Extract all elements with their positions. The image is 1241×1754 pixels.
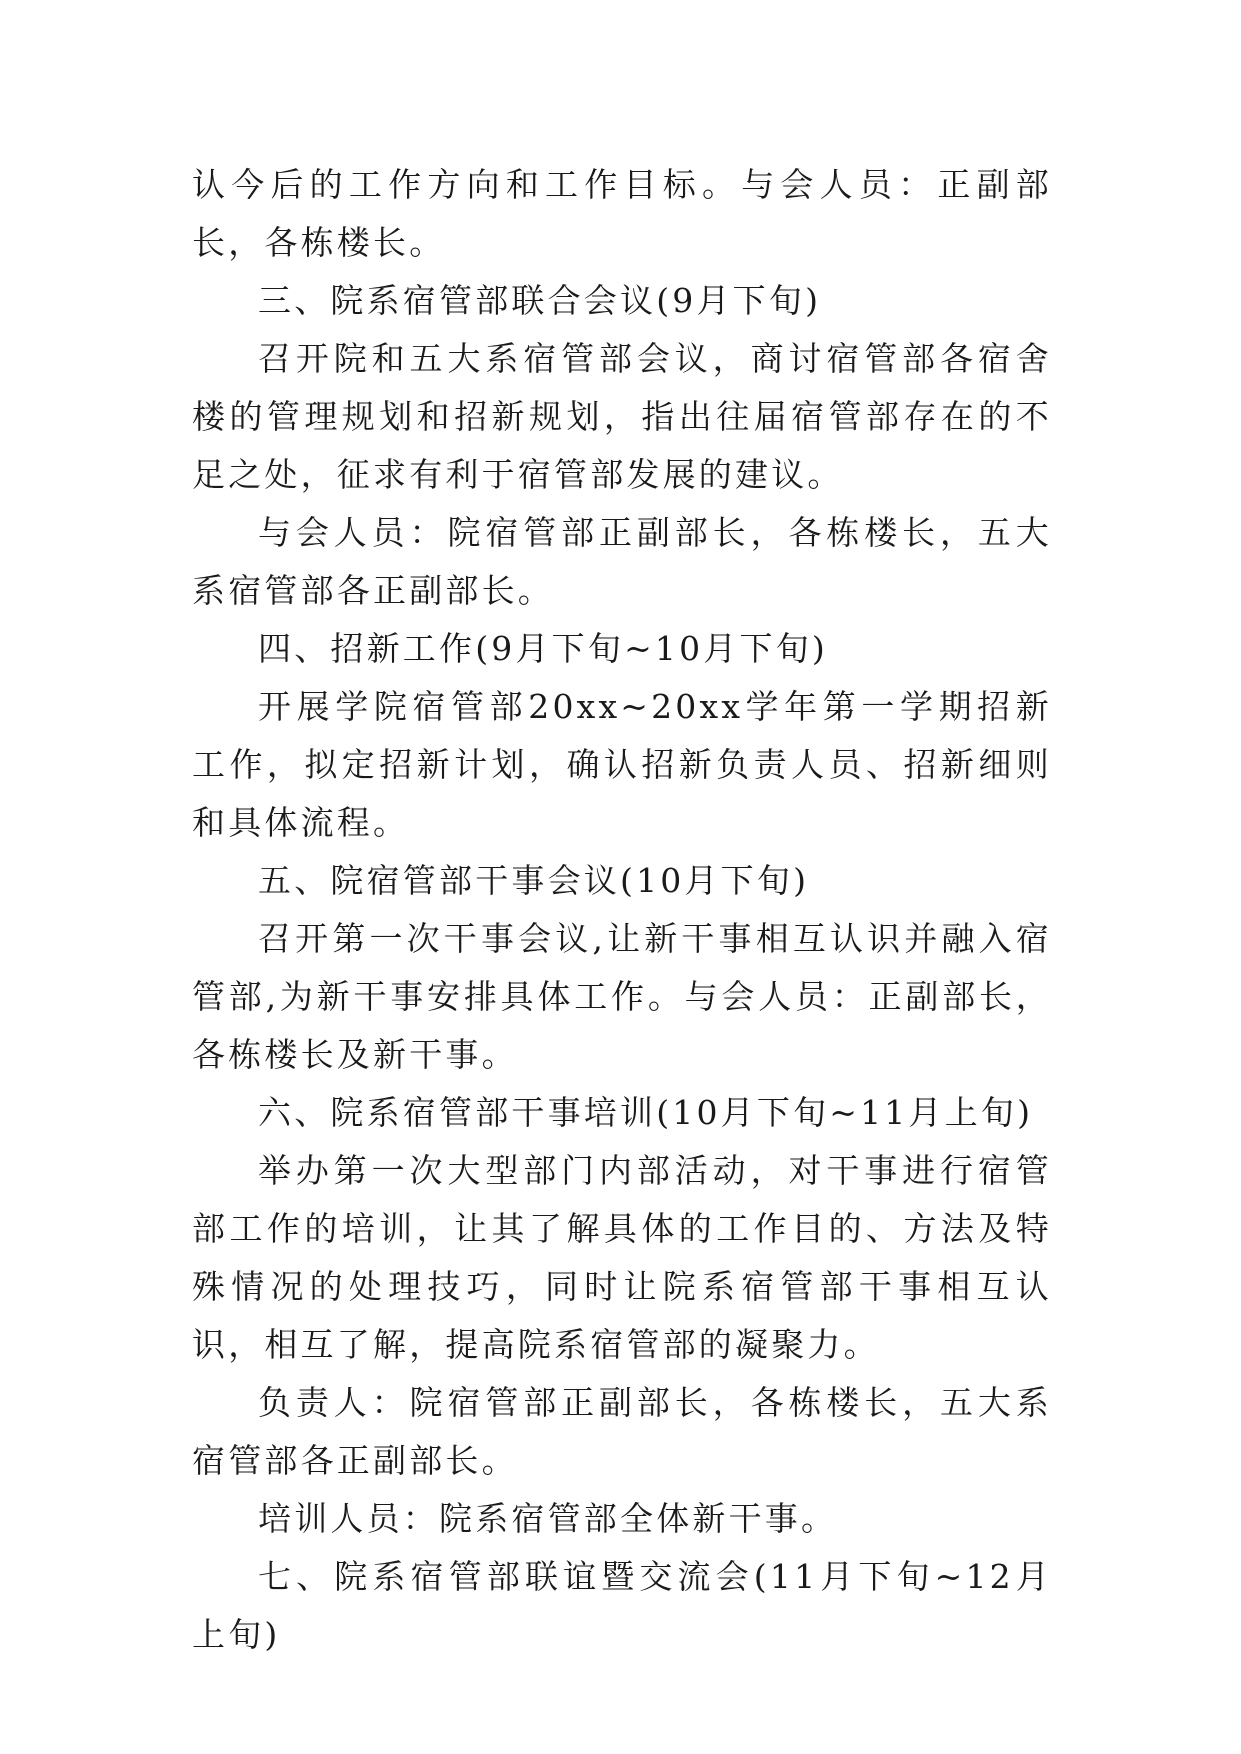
paragraph-8: 召开第一次干事会议,让新干事相互认识并融入宿管部,为新干事安排具体工作。与会人员：正副部长，各栋楼长及新干事。	[192, 919, 1052, 1074]
section-heading-3: 三、院系宿管部联合会议(9月下旬)	[258, 281, 822, 320]
section-heading-7: 七、院系宿管部联谊暨交流会(11月下旬~12月上旬)	[192, 1557, 1052, 1654]
paragraph-11: 负责人：院宿管部正副部长，各栋楼长，五大系宿管部各正副部长。	[192, 1383, 1052, 1480]
paragraph-4: 与会人员：院宿管部正副部长，各栋楼长，五大系宿管部各正副部长。	[192, 513, 1052, 610]
paragraph-3: 召开院和五大系宿管部会议，商讨宿管部各宿舍楼的管理规划和招新规划，指出往届宿管部存在的不足之处，征求有利于宿管部发展的建议。	[192, 339, 1052, 494]
section-heading-6: 六、院系宿管部干事培训(10月下旬~11月上旬)	[258, 1093, 1034, 1132]
document-body	[192, 156, 1052, 1664]
section-heading-5: 五、院宿管部干事会议(10月下旬)	[258, 861, 810, 900]
section-heading-4: 四、招新工作(9月下旬~10月下旬)	[258, 629, 828, 668]
paragraph-12: 培训人员：院系宿管部全体新干事。	[258, 1499, 838, 1538]
paragraph-1: 认今后的工作方向和工作目标。与会人员：正副部长，各栋楼长。	[192, 165, 1052, 262]
paragraph-6: 开展学院宿管部20xx~20xx学年第一学期招新工作，拟定招新计划，确认招新负责人员、招新细则和具体流程。	[192, 687, 1052, 842]
paragraph-10: 举办第一次大型部门内部活动，对干事进行宿管部工作的培训，让其了解具体的工作目的、方法及特殊情况的处理技巧，同时让院系宿管部干事相互认识，相互了解，提高院系宿管部的凝聚力。	[192, 1151, 1052, 1364]
